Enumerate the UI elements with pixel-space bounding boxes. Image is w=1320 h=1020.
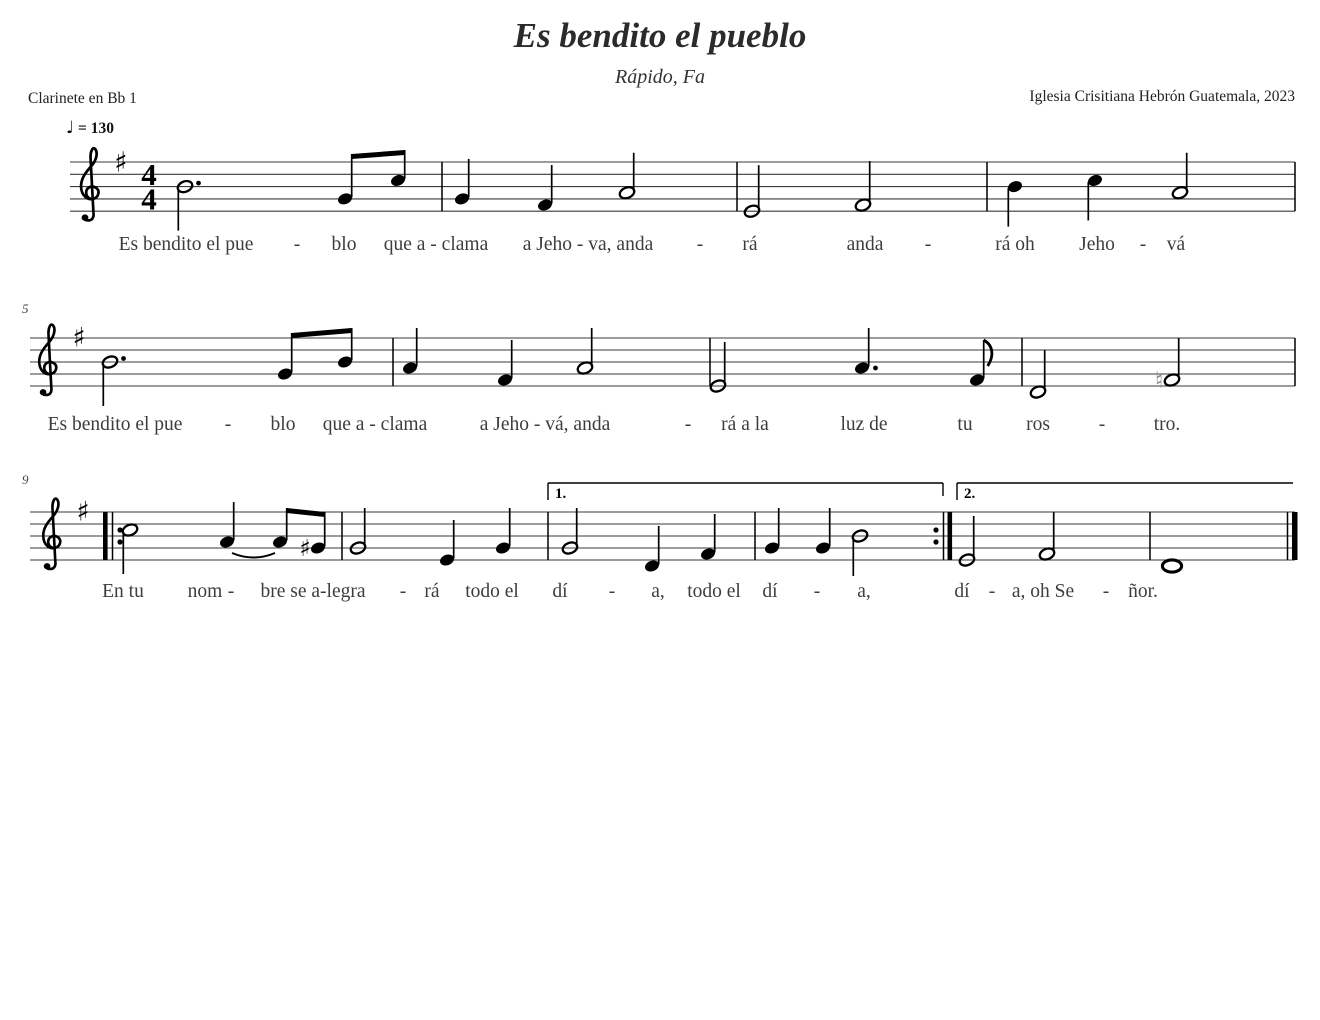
repeat-dot (117, 539, 122, 544)
treble-clef-dot (82, 214, 89, 220)
volta-label: 2. (964, 486, 976, 502)
lyric-syllable: - (813, 581, 821, 602)
tie (232, 553, 275, 558)
lyric-syllable: - (608, 581, 616, 602)
start-repeat-thick-bar (103, 512, 108, 560)
lyric-syllable: tro. (1153, 414, 1181, 435)
lyric-syllable: tu (957, 414, 973, 435)
lyric-syllable: vá (1166, 234, 1186, 255)
note (276, 333, 293, 381)
staff-system (22, 472, 1298, 602)
whole-notehead (1162, 560, 1181, 572)
staff-system (70, 146, 1295, 256)
lyric-syllable: a, oh Se (1011, 581, 1075, 602)
note (853, 328, 877, 375)
beam (292, 328, 352, 338)
note (453, 159, 470, 206)
treble-clef-curve (81, 148, 98, 220)
measure-number: 9 (22, 472, 29, 487)
note (814, 508, 831, 555)
treble-clef-dot (44, 563, 51, 569)
end-repeat-thick-bar (948, 512, 953, 560)
treble-clef-curve (39, 325, 56, 395)
tempo-text: = 130 (78, 120, 114, 137)
lyric-syllable: ros (1026, 414, 1050, 435)
lyric-syllable: rá a la (721, 414, 769, 435)
note (496, 340, 513, 387)
note (1029, 350, 1047, 400)
lyric-syllable: bre se a-legra (260, 581, 366, 602)
final-barline-thick (1292, 512, 1298, 560)
lyric-syllable: blo (331, 234, 357, 255)
note (1086, 173, 1103, 220)
note (1171, 153, 1189, 201)
credit-label: Iglesia Crisitiana Hebrón Guatemala, 2023 (1029, 88, 1295, 105)
augmentation-dot (121, 356, 126, 361)
lyric-syllable: - (696, 234, 704, 255)
instrument-label: Clarinete en Bb 1 (28, 90, 137, 107)
note (618, 153, 636, 201)
key-signature-sharp: ♯ (72, 322, 86, 354)
lyric-syllable: - (293, 234, 301, 255)
lyric-syllable: - (684, 414, 692, 435)
note (299, 512, 326, 562)
lyric-syllable: a, (857, 581, 871, 602)
lyric-syllable: a Jeho - va, anda (522, 234, 654, 255)
measure-number: 5 (22, 301, 29, 316)
lyric-syllable: dí (762, 581, 778, 602)
page-subtitle: Rápido, Fa (615, 66, 705, 88)
note (1006, 179, 1023, 226)
lyric-syllable: Es bendito el pue (118, 234, 254, 255)
volta-label: 1. (555, 486, 567, 502)
lyric-syllable: En tu (102, 581, 144, 602)
lyric-syllable: - (1098, 414, 1106, 435)
lyric-syllable: - (1139, 234, 1147, 255)
lyric-syllable: dí (954, 581, 970, 602)
lyric-syllable: todo el (687, 581, 741, 602)
accidental-natural: ♮ (1154, 366, 1164, 394)
lyric-syllable: todo el (465, 581, 519, 602)
lyric-syllable: Jeho (1079, 234, 1115, 255)
treble-clef-curve (43, 499, 60, 569)
treble-clef-dot (40, 389, 47, 395)
repeat-dot (933, 539, 938, 544)
lyric-syllable: rá oh (995, 234, 1035, 255)
quarter-note-icon: ♩ (66, 118, 75, 138)
lyric-syllable: - (224, 414, 232, 435)
lyric-syllable: a Jeho - vá, anda (479, 414, 611, 435)
lyric-syllable: blo (270, 414, 296, 435)
treble-clef-glyph (43, 499, 60, 570)
time-signature-denominator: 4 (141, 181, 157, 217)
note (643, 526, 660, 573)
staff-system (22, 301, 1295, 435)
beam (287, 508, 325, 517)
lyric-syllable: - (227, 581, 235, 602)
note (576, 328, 594, 376)
lyric-syllable: - (1102, 581, 1110, 602)
note (438, 520, 455, 567)
note (401, 328, 418, 375)
lyric-syllable: anda (846, 234, 884, 255)
augmentation-dot (873, 366, 878, 371)
note (536, 165, 553, 212)
lyric-syllable: - (924, 234, 932, 255)
time-signature-numerator: 4 (141, 157, 157, 193)
lyric-syllable: dí (552, 581, 568, 602)
beam (352, 150, 405, 159)
lyric-syllable: luz de (840, 414, 888, 435)
lyric-syllable: ñor. (1128, 581, 1158, 602)
note (699, 514, 716, 561)
note (218, 502, 235, 549)
repeat-dot (933, 527, 938, 532)
lyric-syllable: - (988, 581, 996, 602)
lyric-syllable: rá (424, 581, 440, 602)
note (1162, 560, 1181, 572)
page-title: Es bendito el pueblo (513, 16, 807, 55)
note (763, 508, 780, 555)
treble-clef-glyph (81, 148, 98, 221)
note (494, 508, 511, 555)
augmentation-dot (196, 181, 201, 186)
treble-clef-glyph (39, 325, 56, 396)
note (271, 508, 288, 549)
accidental-sharp: ♯ (299, 534, 311, 562)
lyric-syllable: que a - clama (383, 234, 489, 255)
note (1038, 512, 1056, 562)
lyric-syllable: nom (187, 581, 223, 602)
lyric-syllable: que a - clama (322, 414, 428, 435)
key-signature-sharp: ♯ (76, 496, 90, 528)
key-signature-sharp: ♯ (114, 145, 128, 179)
note (968, 340, 991, 387)
lyric-syllable: a, (651, 581, 665, 602)
lyric-syllable: rá (742, 234, 758, 255)
note (336, 328, 353, 369)
lyric-syllable: - (399, 581, 407, 602)
lyric-syllable: Es bendito el pue (47, 414, 183, 435)
